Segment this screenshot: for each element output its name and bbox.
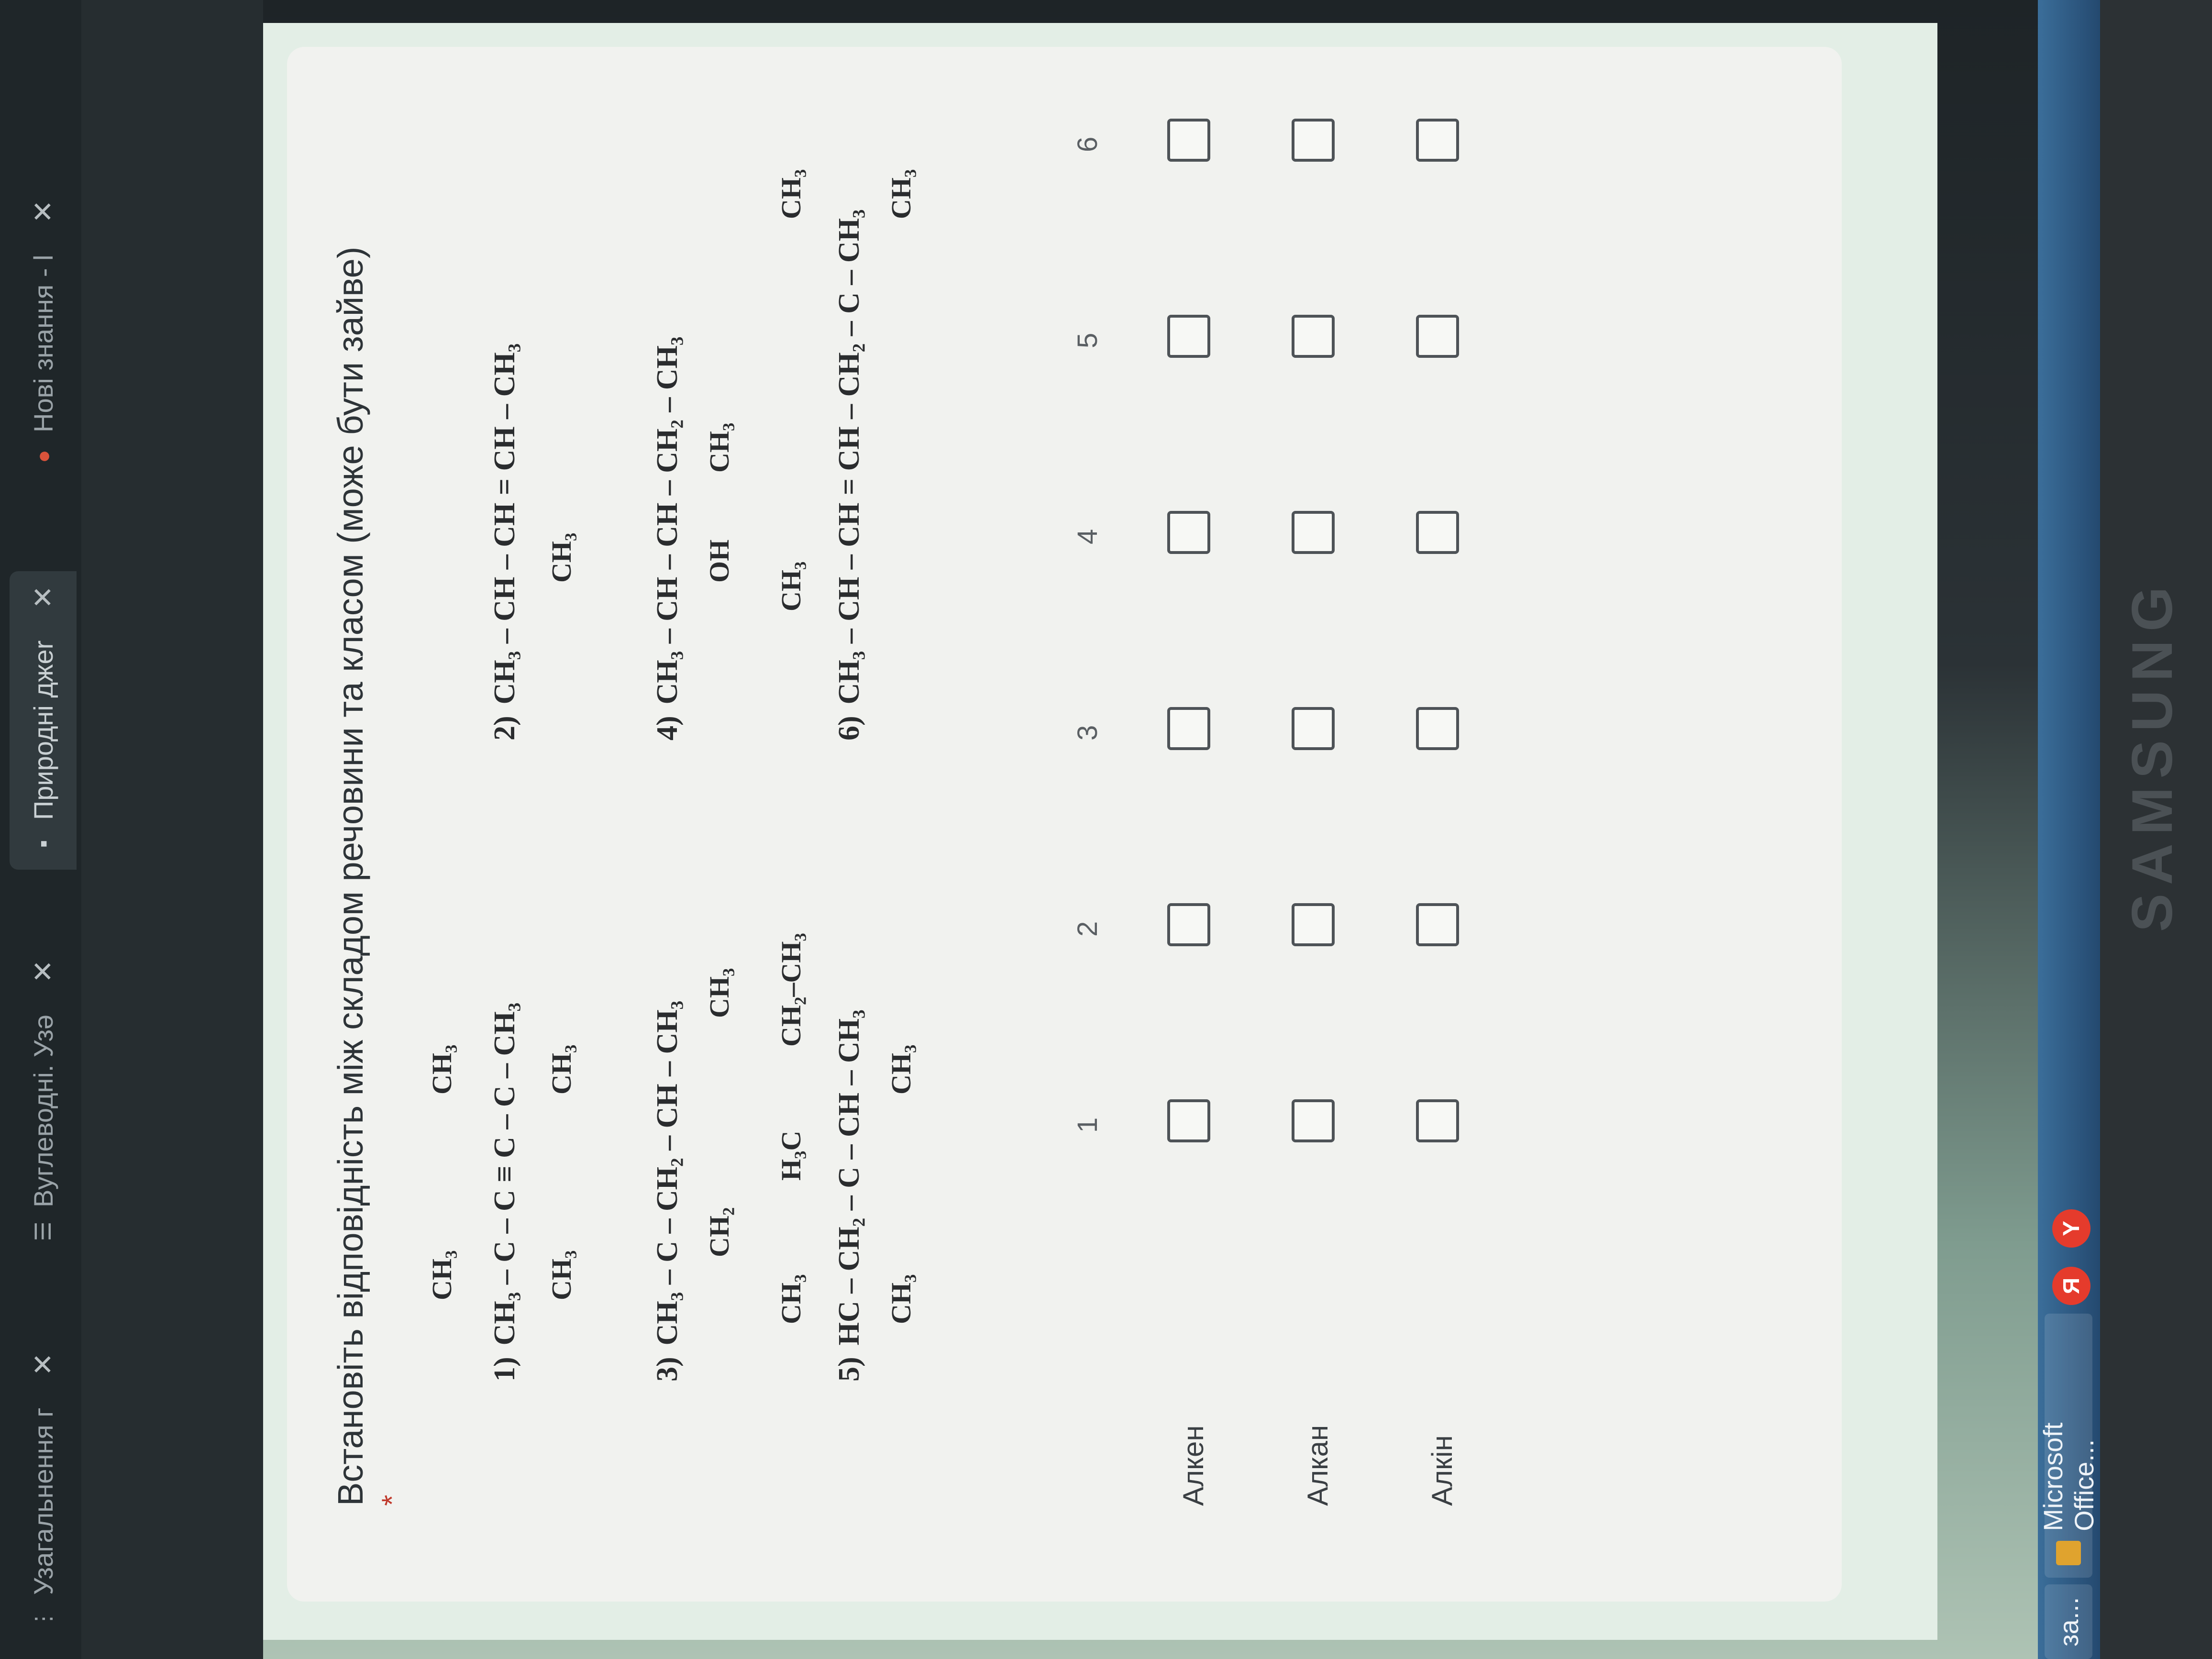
required-mark: * [376, 1494, 408, 1506]
checkbox-alkene-1[interactable] [1167, 1099, 1210, 1142]
row-label-alkyne: Алкін [1426, 1435, 1458, 1506]
question-card [287, 47, 1842, 1602]
yandex-icon[interactable]: Я [2052, 1267, 2090, 1305]
office-icon [2056, 1541, 2081, 1565]
formula-6: 6)CH₃ – CH – CH = CH – CH₂ – C – CH₃ CH₃ CH₃ CH₃ [775, 169, 917, 741]
checkbox-alkane-6[interactable] [1292, 119, 1335, 162]
tab-summary[interactable] [10, 1338, 77, 1645]
checkbox-alkane-5[interactable] [1292, 315, 1335, 358]
tab-hydrocarbons[interactable] [10, 945, 77, 1257]
column-header-2: 2 [1072, 921, 1103, 937]
monitor-brand: SAMSUNG [2120, 578, 2184, 932]
checkbox-alkane-1[interactable] [1292, 1099, 1335, 1142]
formula-5: 5)HC – CH₂ – C – CH – CH₃ CH₃ CH₃ H₃C CH₂–CH₃ CH₃ [775, 933, 917, 1382]
browser-tab-bar [0, 0, 81, 1659]
document-icon: ⋮ [31, 1608, 55, 1630]
close-icon[interactable]: ✕ [28, 199, 59, 223]
column-header-1: 1 [1072, 1117, 1103, 1133]
yandex-browser-icon[interactable]: Y [2052, 1209, 2090, 1248]
formula-3: 3)CH₃ – C – CH₂ – CH – CH₃ CH₂ CH₃ [651, 968, 735, 1382]
checkbox-alkyne-5[interactable] [1416, 315, 1459, 358]
taskbar-strip [2038, 0, 2100, 1659]
list-icon: ☰ [31, 1221, 55, 1241]
column-header-6: 6 [1072, 136, 1103, 152]
checkbox-alkane-3[interactable] [1292, 707, 1335, 750]
record-icon: ● [31, 450, 55, 463]
checkbox-alkyne-6[interactable] [1416, 119, 1459, 162]
tab-label: Нові знання - l [28, 254, 58, 432]
question-title: Встановіть відповідність між складом речовини та класом (може бути зайве) [331, 246, 370, 1506]
formula-2: 2)CH₃ – CH – CH = CH – CH₃ CH₃ [488, 343, 577, 741]
taskbar-item-left[interactable]: за... [2045, 1585, 2092, 1659]
column-header-3: 3 [1072, 725, 1103, 741]
tab-label: Узагальнення г [28, 1407, 58, 1595]
tab-label: Вуглеводні. Узә [28, 1014, 58, 1207]
close-icon[interactable]: ✕ [28, 1352, 59, 1376]
row-label-alkane: Алкан [1302, 1425, 1334, 1506]
checkbox-alkyne-4[interactable] [1416, 511, 1459, 554]
checkbox-alkyne-2[interactable] [1416, 903, 1459, 946]
checkbox-alkane-2[interactable] [1292, 903, 1335, 946]
row-label-alkene: Алкен [1177, 1425, 1209, 1506]
checkbox-alkene-4[interactable] [1167, 511, 1210, 554]
tab-label: Природні джеr [28, 640, 58, 820]
column-header-5: 5 [1072, 332, 1103, 348]
taskbar-office-label: Microsoft Office... [2038, 1422, 2099, 1531]
formula-4: 4)CH₃ – CH – CH – CH₂ – CH₃ OH CH₃ [651, 336, 735, 741]
checkbox-alkene-2[interactable] [1167, 903, 1210, 946]
taskbar-item-office[interactable] [2038, 1314, 2099, 1578]
checkbox-alkene-6[interactable] [1167, 119, 1210, 162]
checkbox-alkyne-3[interactable] [1416, 707, 1459, 750]
tab-natural-sources[interactable] [10, 571, 77, 870]
tab-new-knowledge[interactable] [10, 186, 77, 482]
close-icon[interactable]: ✕ [28, 586, 59, 609]
checkbox-alkene-5[interactable] [1167, 315, 1210, 358]
close-icon[interactable]: ✕ [28, 960, 59, 983]
checkbox-alkane-4[interactable] [1292, 511, 1335, 554]
formula-1: 1)CH₃ – C – C ≡ C – C – CH₃ CH₃ CH₃ CH₃ CH₃ [426, 1002, 577, 1382]
column-header-4: 4 [1072, 529, 1103, 544]
checkbox-alkene-3[interactable] [1167, 707, 1210, 750]
checkbox-alkyne-1[interactable] [1416, 1099, 1459, 1142]
page-header-area [81, 0, 263, 1659]
page-icon: ▪ [31, 840, 55, 848]
